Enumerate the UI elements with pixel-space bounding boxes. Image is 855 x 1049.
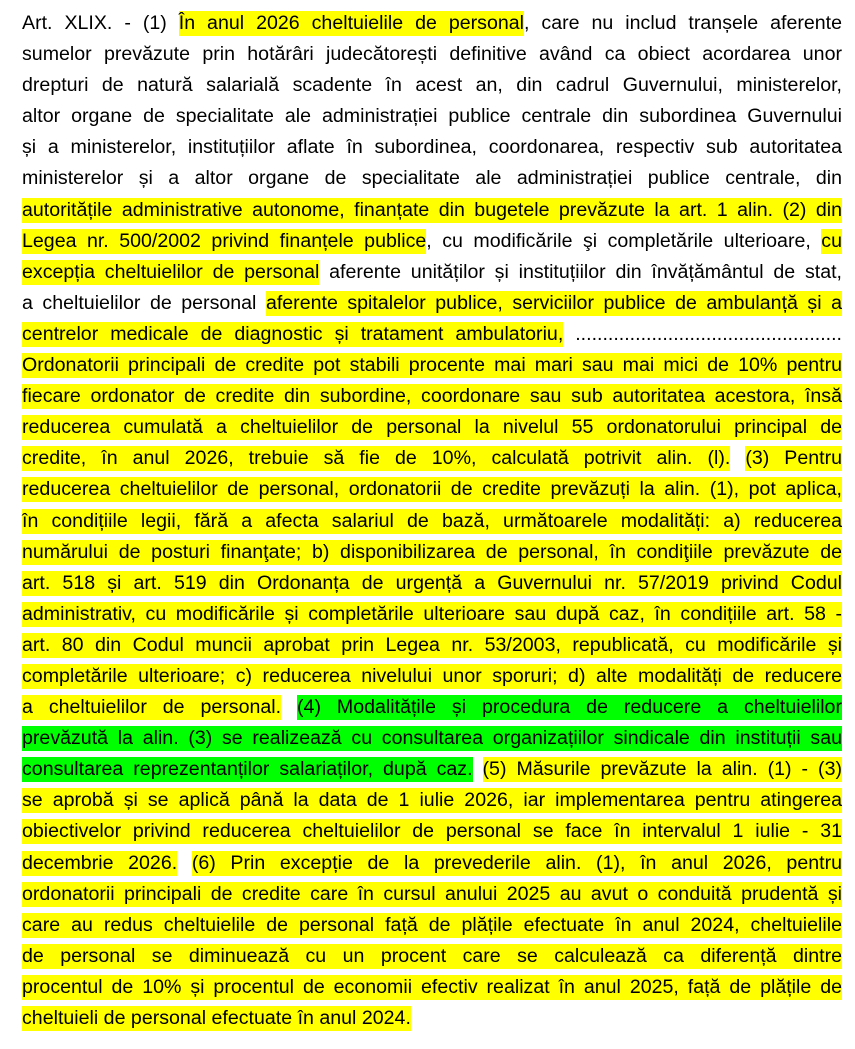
highlighted-text-green: consultarea reprezentanților salariaților, după caz.: [22, 758, 473, 781]
plain-text: .................................................: [563, 322, 842, 345]
plain-text: ministerelor și a altor organe de specialitate ale administrației publice centrale, din: [22, 167, 842, 190]
highlighted-text-yellow: administrativ, cu modificările și completările ulterioare sau după caz, în condițiile art. 58 -: [22, 602, 842, 625]
text-line: [22, 132, 842, 163]
text-line: [22, 848, 842, 879]
text-line: [22, 941, 842, 972]
plain-text: aferente unităților și instituțiilor din învățământul de stat,: [319, 260, 842, 283]
highlighted-text-yellow: (6) Prin excepție de la prevederile alin. (1), în anul 2026, pentru: [191, 851, 842, 874]
text-line: [22, 661, 842, 692]
highlighted-text-yellow: aferente spitalelor publice, serviciilor publice de ambulanță și a: [265, 291, 842, 314]
text-line: [22, 39, 842, 70]
highlighted-text-yellow: excepția cheltuielilor de personal: [22, 260, 320, 283]
highlighted-text-yellow: ordonatorii principali de credite care în cursul anului 2025 au avut o conduită prudentă și: [22, 882, 842, 905]
plain-text: Art. XLIX. - (1): [22, 12, 179, 34]
highlighted-text-yellow: art. 80 din Codul muncii aprobat prin Legea nr. 53/2003, republicată, cu modificările și: [22, 633, 842, 656]
highlighted-text-yellow: a cheltuielilor de personal.: [22, 696, 282, 719]
highlighted-text-yellow: cu: [821, 229, 842, 252]
text-line: [22, 319, 842, 350]
text-line: [22, 226, 842, 257]
highlighted-text-yellow: art. 518 și art. 519 din Ordonanța de urgență a Guvernului nr. 57/2019 privind Codul: [22, 571, 842, 594]
highlighted-text-green: (4) Modalitățile și procedura de reducere a cheltuielilor: [297, 696, 842, 719]
highlighted-text-yellow: Legea nr. 500/2002 privind finanțele publice: [22, 229, 427, 252]
plain-text: , cu modificările şi completările ulterioare,: [426, 229, 822, 252]
text-line: [22, 70, 842, 101]
highlighted-text-yellow: autoritățile administrative autonome, finanțate din bugetele prevăzute la art. 1 alin. (2) din: [22, 198, 842, 221]
text-line: [22, 816, 842, 847]
highlighted-text-yellow: În anul 2026 cheltuielile de personal: [178, 12, 525, 34]
plain-text: și a ministerelor, instituțiilor aflate în subordinea, coordonarea, respectiv sub autoritatea: [22, 136, 842, 159]
highlighted-text-yellow: decembrie 2026.: [22, 851, 178, 874]
text-line: [22, 412, 842, 443]
text-line: [22, 288, 842, 319]
text-line: [22, 8, 842, 39]
highlighted-text-yellow: (3) Pentru: [745, 447, 842, 470]
plain-text: [730, 447, 745, 469]
text-line: [22, 972, 842, 1003]
highlighted-text-yellow: credite, în anul 2026, trebuie să fie de 10%, calculată potrivit alin. (l).: [22, 447, 731, 470]
text-line: [22, 723, 842, 754]
plain-text: sumelor prevăzute prin hotărâri judecătorești definitive având ca obiect acordarea unor: [22, 43, 842, 66]
highlighted-text-yellow: cheltuieli de personal efectuate în anul 2024.: [22, 1007, 411, 1029]
text-line: [22, 350, 842, 381]
highlighted-text-green: prevăzută la alin. (3) se realizează cu consultarea organizațiilor sindicale din instituții sau: [22, 727, 842, 750]
plain-text: altor organe de specialitate ale administrației publice centrale din subordinea Guvernului: [22, 105, 842, 128]
highlighted-text-yellow: obiectivelor privind reducerea cheltuielilor de personal se face în intervalul 1 iulie - 31: [22, 820, 842, 843]
plain-text: [281, 696, 297, 718]
plain-text: [473, 758, 483, 780]
text-line: [22, 101, 842, 132]
text-line: [22, 474, 842, 505]
text-line: [22, 443, 842, 474]
text-line: [22, 537, 842, 568]
text-line: [22, 910, 842, 941]
text-line: [22, 692, 842, 723]
text-line: [22, 1003, 842, 1034]
highlighted-text-yellow: Ordonatorii principali de credite pot stabili procente mai mari sau mai mici de 10% pentru: [22, 354, 842, 377]
plain-text: a cheltuielilor de personal: [22, 291, 266, 314]
text-line: [22, 257, 842, 288]
text-line: [22, 879, 842, 910]
plain-text: , care nu includ tranșele aferente: [524, 12, 843, 34]
highlighted-text-yellow: se aprobă și se aplică până la data de 1 iulie 2026, iar implementarea pentru atingerea: [22, 789, 842, 812]
highlighted-text-yellow: reducerea cheltuielilor de personal, ordonatorii de credite prevăzuți la alin. (1), pot aplica,: [22, 478, 842, 501]
highlighted-text-yellow: centrelor medicale de diagnostic și tratament ambulatoriu,: [22, 322, 564, 345]
highlighted-text-yellow: (5) Măsurile prevăzute la alin. (1) - (3): [482, 758, 842, 781]
text-line: [22, 506, 842, 537]
plain-text: drepturi de natură salarială scadente în acest an, din cadrul Guvernului, ministerelor,: [22, 74, 842, 97]
highlighted-text-yellow: completările ulterioare; c) reducerea nivelului unor sporuri; d) alte modalități de reducere: [22, 664, 842, 687]
plain-text: [177, 852, 192, 874]
text-line: [22, 163, 842, 194]
text-line: [22, 785, 842, 816]
highlighted-text-yellow: numărului de posturi finanţate; b) disponibilizarea de personal, în condiţiile prevăzute de: [22, 540, 842, 563]
text-line: [22, 568, 842, 599]
text-line: [22, 754, 842, 785]
text-line: [22, 630, 842, 661]
highlighted-text-yellow: fiecare ordonator de credite din subordine, coordonare sau sub autoritatea acestora, însă: [22, 385, 842, 408]
text-line: [22, 195, 842, 226]
highlighted-text-yellow: reducerea cumulată a cheltuielilor de personal la nivelul 55 ordonatorului principal de: [22, 416, 842, 439]
highlighted-text-yellow: care au redus cheltuielile de personal față de plățile efectuate în anul 2024, cheltuielile: [22, 913, 842, 936]
highlighted-text-yellow: procentul de 10% și procentul de economii efectiv realizat în anul 2025, față de plățile de: [22, 975, 842, 998]
highlighted-text-yellow: de personal se diminuează cu un procent care se calculează ca diferență dintre: [22, 944, 842, 967]
text-line: [22, 599, 842, 630]
document-body: [22, 8, 842, 1034]
text-line: [22, 381, 842, 412]
highlighted-text-yellow: în condițiile legii, fără a afecta salariul de bază, următoarele modalități: a) reducerea: [22, 509, 842, 532]
